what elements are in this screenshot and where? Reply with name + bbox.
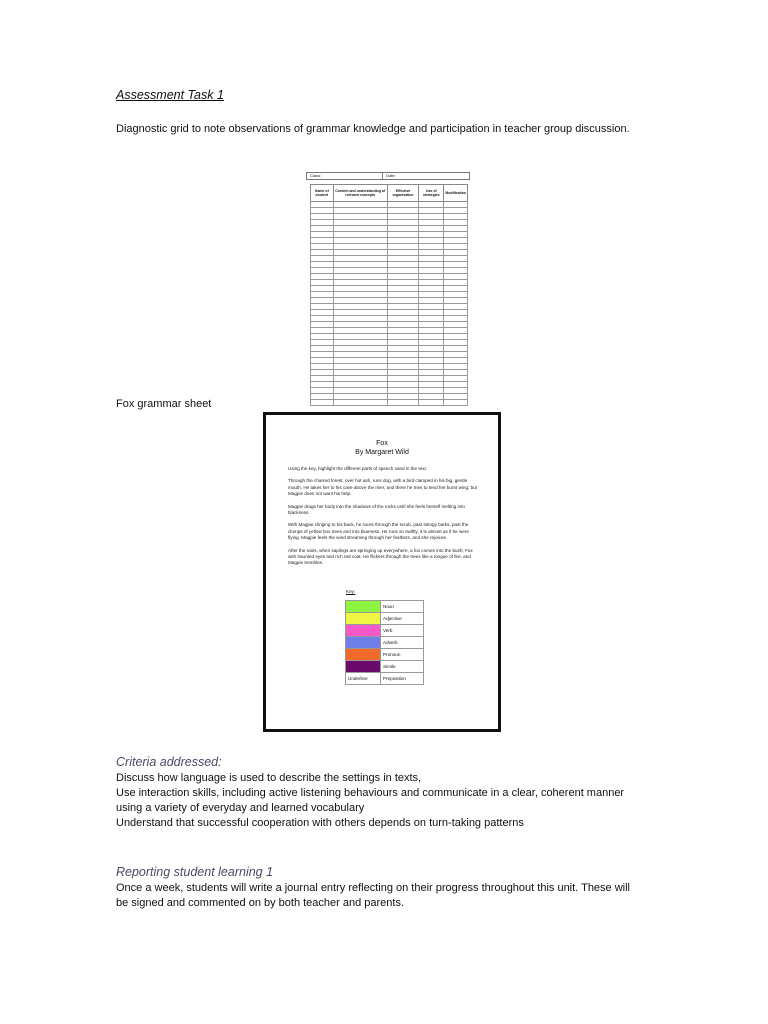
key-row xyxy=(346,648,424,660)
key-label-cell: Adjective xyxy=(381,612,424,624)
key-color-swatch xyxy=(346,624,381,636)
grid-cell xyxy=(444,400,468,406)
grid-date-label: Date: xyxy=(386,173,396,178)
key-label-cell: Pronoun xyxy=(381,648,424,660)
fox-grammar-sheet-image xyxy=(263,412,501,732)
key-color-swatch xyxy=(346,648,381,660)
fox-paragraph: Magpie drags her body into the shadows of the rocks until she feels herself melting into blackness. xyxy=(288,503,465,516)
key-label-cell: Simile xyxy=(381,660,424,672)
fox-title: Fox xyxy=(376,440,388,447)
criteria-item: Understand that successful cooperation with others depends on turn-taking patterns xyxy=(116,817,524,829)
reporting-text: Once a week, students will write a journal entry reflecting on their progress throughout this unit. These will be signed and commented on by both teacher and parents. xyxy=(116,882,630,909)
fox-passage xyxy=(266,466,498,567)
grid-column-header: Content and understanding of relevant concepts xyxy=(333,185,387,202)
grid-column-header: Name of student xyxy=(311,185,334,202)
criteria-item: Discuss how language is used to describe the settings in texts, xyxy=(116,772,422,784)
diagnostic-grid-image xyxy=(306,172,470,372)
key-label-cell: Verb xyxy=(381,624,424,636)
key-row xyxy=(346,660,424,672)
key-row xyxy=(346,624,424,636)
key-row xyxy=(346,636,424,648)
key-color-swatch: Underline xyxy=(346,672,381,684)
grid-column-header: Modification xyxy=(444,185,468,202)
criteria-title: Criteria addressed: xyxy=(116,755,222,769)
grid-cell xyxy=(311,400,334,406)
fox-paragraph: With Magpie clinging to his back, he races through the scrub, past stringy barks, past the clumps of yellow box trees and into blueness. He runs so swiftly, it is almost as if he were flying. Magpie feels the wind streaming through her feathers, and she rejoices. xyxy=(288,522,469,541)
key-color-swatch xyxy=(346,600,381,612)
grid-column-header: Use of strategies xyxy=(419,185,444,202)
grid-row xyxy=(311,400,468,406)
diagnostic-grid-table xyxy=(310,184,468,406)
criteria-item: Use interaction skills, including active listening behaviours and communicate in a clear, coherent manner using a variety of everyday and learned vocabulary xyxy=(116,787,625,814)
key-label-cell: Preposition xyxy=(381,672,424,684)
fox-paragraph: Using the key, highlight the different parts of speech used in the text. xyxy=(288,466,428,471)
grid-class-label: Class: xyxy=(307,173,383,179)
grid-column-header: Effective organisation xyxy=(387,185,418,202)
colour-key-table xyxy=(345,600,424,685)
reporting-title: Reporting student learning 1 xyxy=(116,865,274,879)
fox-author: By Margaret Wild xyxy=(355,449,409,456)
key-color-swatch xyxy=(346,660,381,672)
criteria-list xyxy=(116,771,636,831)
fox-paragraph: Through the charred forest, over hot ash, runs dog, with a bird clamped in his big, gentle mouth. He takes her to his cave above the river, and there he tries to tend her burnt wing; but Magpie does not want his help. xyxy=(288,478,477,497)
key-label: Key: xyxy=(346,588,356,594)
grid-cell xyxy=(333,400,387,406)
grid-header-bar xyxy=(306,172,470,180)
key-color-swatch xyxy=(346,612,381,624)
grid-cell xyxy=(419,400,444,406)
key-label-cell: Adverb xyxy=(381,636,424,648)
key-row xyxy=(346,600,424,612)
key-row xyxy=(346,672,424,684)
fox-paragraph: After the rains, when saplings are springing up everywhere, a fox comes into the bush; Fox with haunted eyes and rich red coat. He flickers through the trees like a tongue of fire, and Magpie trembles. xyxy=(288,547,473,566)
key-color-swatch xyxy=(346,636,381,648)
key-label-cell: Noun xyxy=(381,600,424,612)
key-row xyxy=(346,612,424,624)
section-description: Diagnostic grid to note observations of grammar knowledge and participation in teacher group discussion. xyxy=(116,123,630,135)
section-title: Assessment Task 1 xyxy=(116,88,224,102)
fox-sheet-caption: Fox grammar sheet xyxy=(116,398,212,410)
grid-cell xyxy=(387,400,418,406)
